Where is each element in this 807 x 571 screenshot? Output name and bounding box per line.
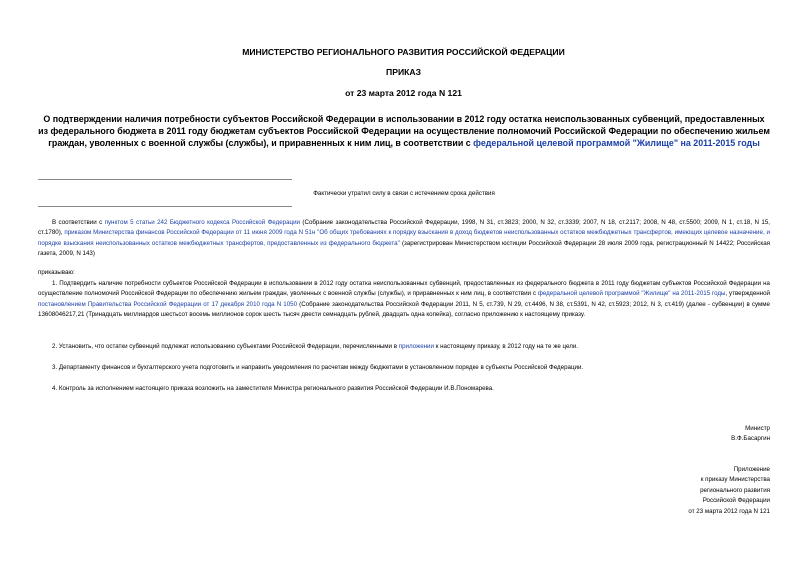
ministry-heading: МИНИСТЕРСТВО РЕГИОНАЛЬНОГО РАЗВИТИЯ РОССИЙСКОЙ ФЕДЕРАЦИИ: [242, 47, 565, 57]
minfin-order-link[interactable]: приказом Министерства финансов Российской Федерации от 11 июня 2009 года N 51н "Об общих требованиях к порядку взыскания в доход бюджетов неиспользованных остатков межбюджетных трансфертов, имеющих целевое назначение, и порядке взыскания неиспользованных остатков межбюджетных трансфертов, предоставленных из федерального бюджета": [38, 229, 770, 247]
housing-program-link[interactable]: федеральной целевой программой "Жилище" на 2011-2015 годы: [537, 290, 726, 298]
appendix-line-4: Российской Федерации: [702, 497, 770, 505]
appendix-line-2: к приказу Министерства: [700, 476, 770, 484]
document-title: [38, 113, 770, 149]
appendix-line-3: регионального развития: [700, 486, 770, 494]
item-1-text-3: (Собрание законодательства Российской Федерации 2011, N 5, ст.739, N 29, ст.4496, N 38, ст.5391, N 42, ст.5923; 2012, N 3, ст.419) (далее - субвенции) в сумме 13608046217,21 (Тринадцать миллиардов шестьсот восемь миллионов сорок шесть тысяч двести семнадцать рублей, двадцать одна копейка), согласно приложению к настоящему приказу.: [38, 300, 770, 319]
title-program-link[interactable]: федеральной целевой программой "Жилище" на 2011-2015 годы: [473, 138, 760, 148]
basis-text-1: В соответствии с: [52, 219, 105, 226]
item-1-text-1: 1. Подтвердить наличие потребности субъектов Российской Федерации в использовании в 2012 году остатка неиспользованных субвенций, предоставленных из федерального бюджета в 2011 году бюджетам субъектов Российской Федерации на осуществление полномочий Российской Федерации по обеспечению жильем граждан, уволенных с военной службы (службы), и приравненных к ним лиц, в соответствии с: [38, 280, 770, 298]
item-2-text-1: 2. Установить, что остатки субвенций подлежат использованию субъектами Российской Федерации, перечисленными в: [52, 343, 399, 350]
title-text: О подтверждении наличия потребности субъектов Российской Федерации в использовании в 2012 году остатка неиспользованных субвенций, предоставленных из федерального бюджета в 2011 году бюджетам субъектов Российской Федерации на осуществление полномочий Российской Федерации по обеспечению жильем граждан, уволенных с военной службы (службы), и приравненных к ним лиц, в соответствии с: [38, 114, 770, 148]
item-1-paragraph: [38, 279, 770, 321]
signature-block: [570, 424, 770, 445]
basis-text-3: (зарегистрирован Министерством юстиции Российской Федерации 28 июля 2009 года, регистрационный N 14422; Российская газета, 2009, N 143): [38, 239, 770, 258]
doc-date-number: от 23 марта 2012 года N 121: [345, 88, 462, 98]
item-3-paragraph: 3. Департаменту финансов и бухгалтерского учета подготовить и направить уведомления по расчетам между бюджетами в установленном порядке в субъекты Российской Федерации.: [52, 364, 584, 371]
government-resolution-link[interactable]: постановлением Правительства Российской Федерации от 17 декабря 2010 года N 1050: [38, 300, 298, 308]
signature-name: В.Ф.Басаргин: [731, 435, 770, 443]
appendix-line-5: от 23 марта 2012 года N 121: [688, 507, 770, 515]
budget-code-link[interactable]: пунктом 5 статьи 242 Бюджетного кодекса Российской Федерации: [104, 219, 300, 226]
item-2-paragraph: [38, 342, 770, 352]
item-4-paragraph: 4. Контроль за исполнением настоящего приказа возложить на заместителя Министра регионального развития Российской Федерации И.В.Пономарева.: [52, 385, 494, 392]
item-2-text-2: к настоящему приказу, в 2012 году на те же цели.: [433, 343, 578, 350]
orders-word: приказываю:: [38, 269, 75, 276]
appendix-line-1: Приложение: [733, 466, 770, 473]
divider-top: [38, 179, 292, 180]
signature-position: Министр: [745, 425, 770, 432]
basis-paragraph: [38, 218, 770, 260]
basis-text-2: (Собрание законодательства Российской Федерации, 1998, N 31, ст.3823; 2000, N 32, ст.3339; 2007, N 18, ст.2117; 2008, N 48, ст.5500; 2009, N 1, ст.18, N 15, ст.1780),: [38, 219, 771, 237]
divider-bottom: [38, 206, 292, 207]
status-note: Фактически утратил силу в связи с истечением срока действия: [313, 190, 495, 197]
appendix-block: [570, 465, 770, 517]
item-1-text-2: , утвержденной: [725, 290, 770, 298]
appendix-link[interactable]: приложении: [398, 343, 434, 350]
doc-type-heading: ПРИКАЗ: [386, 67, 421, 77]
